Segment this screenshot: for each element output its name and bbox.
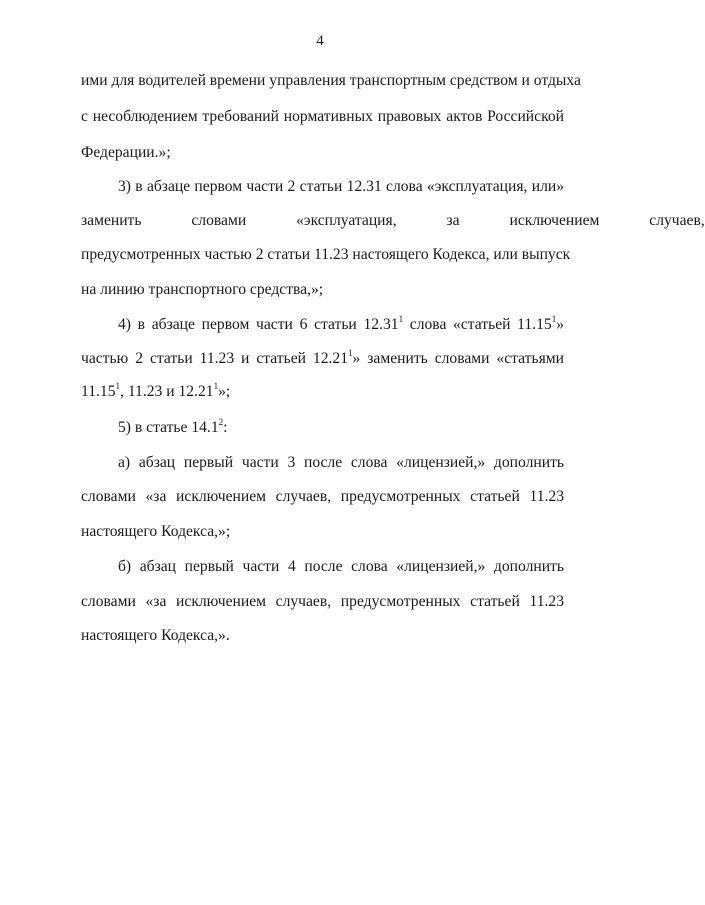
text-fragment: 11.15 (81, 383, 116, 400)
text-line: с несоблюдением требований нормативных правовых актов Российской (81, 108, 564, 125)
text-line (81, 315, 564, 335)
text-fragment: »; (218, 383, 231, 400)
text-fragment: частью 2 статьи 11.23 и статьей 12.21 (81, 350, 349, 367)
text-line: настоящего Кодекса,». (81, 627, 230, 644)
text-line: Федерации.»; (81, 144, 171, 161)
text-line: предусмотренных частью 2 статьи 11.23 настоящего Кодекса, или выпуск (81, 246, 571, 263)
text-line: настоящего Кодекса,»; (81, 523, 231, 540)
text-line: заменить словами «эксплуатация, за исключением случаев, (81, 212, 705, 229)
text-fragment: 4) в абзаце первом части 6 статьи 12.31 (118, 316, 399, 333)
page-number: 4 (316, 33, 324, 49)
text-fragment: , 11.23 и 12.21 (120, 383, 214, 400)
text-line (81, 382, 564, 402)
superscript: 1 (398, 313, 404, 324)
text-line: словами «за исключением случаев, предусмотренных статьей 11.23 (81, 593, 564, 610)
text-line (81, 418, 564, 438)
text-line: б) абзац первый части 4 после слова «лицензией,» дополнить (118, 558, 564, 575)
text-line: на линию транспортного средства,»; (81, 281, 324, 298)
superscript: 1 (213, 380, 219, 391)
superscript: 2 (218, 416, 224, 427)
text-fragment: 5) в статье 14.1 (118, 419, 219, 436)
text-fragment: » (556, 316, 564, 333)
text-fragment: слова «статьей 11.15 (409, 316, 552, 333)
text-fragment: : (223, 419, 228, 436)
superscript: 1 (348, 347, 353, 358)
superscript: 1 (551, 313, 557, 324)
text-line: а) абзац первый части 3 после слова «лицензией,» дополнить (118, 454, 564, 471)
text-line (81, 349, 564, 369)
text-line: словами «за исключением случаев, предусмотренных статьей 11.23 (81, 488, 564, 505)
text-line: 3) в абзаце первом части 2 статьи 12.31 слова «эксплуатация, или» (118, 178, 564, 195)
text-line: ими для водителей времени управления транспортным средством и отдыха (81, 72, 581, 89)
superscript: 1 (115, 380, 121, 391)
text-fragment: » заменить словами «статьями (352, 350, 564, 367)
